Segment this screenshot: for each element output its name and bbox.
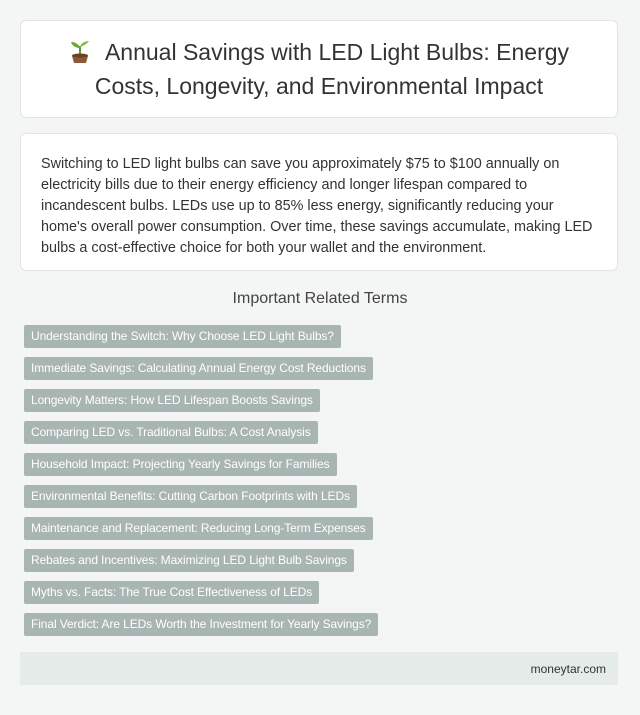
related-term-tag[interactable]: Comparing LED vs. Traditional Bulbs: A Cost Analysis	[24, 421, 318, 444]
footer	[20, 652, 618, 685]
related-term-tag[interactable]: Final Verdict: Are LEDs Worth the Investment for Yearly Savings?	[24, 613, 378, 636]
page-title	[49, 37, 589, 101]
title-card	[20, 20, 618, 118]
related-terms-heading: Important Related Terms	[232, 290, 408, 307]
page-title-text: Annual Savings with LED Light Bulbs: Energy Costs, Longevity, and Environmental Impact	[94, 39, 570, 99]
related-term-tag[interactable]: Understanding the Switch: Why Choose LED Light Bulbs?	[24, 325, 341, 348]
related-term-tag[interactable]: Maintenance and Replacement: Reducing Long-Term Expenses	[24, 517, 373, 540]
related-term-tag[interactable]: Immediate Savings: Calculating Annual Energy Cost Reductions	[24, 357, 373, 380]
related-term-tag[interactable]: Longevity Matters: How LED Lifespan Boosts Savings	[24, 389, 320, 412]
related-term-tag[interactable]: Household Impact: Projecting Yearly Savings for Families	[24, 453, 337, 476]
related-terms-list	[24, 325, 614, 645]
related-term-tag[interactable]: Myths vs. Facts: The True Cost Effectiveness of LEDs	[24, 581, 319, 604]
intro-paragraph: Switching to LED light bulbs can save you approximately $75 to $100 annually on electricity bills due to their energy efficiency and longer lifespan compared to incandescent bulbs. LEDs use up to 85% less energy, significantly reducing your home's overall power consumption. Over time, these savings accumulate, making LED bulbs a cost-effective choice for both your wallet and the environment.	[41, 156, 593, 256]
intro-card	[20, 133, 618, 271]
related-term-tag[interactable]: Rebates and Incentives: Maximizing LED Light Bulb Savings	[24, 549, 354, 572]
sprout-icon	[69, 40, 91, 71]
footer-site-link[interactable]: moneytar.com	[530, 661, 606, 676]
related-term-tag[interactable]: Environmental Benefits: Cutting Carbon Footprints with LEDs	[24, 485, 357, 508]
